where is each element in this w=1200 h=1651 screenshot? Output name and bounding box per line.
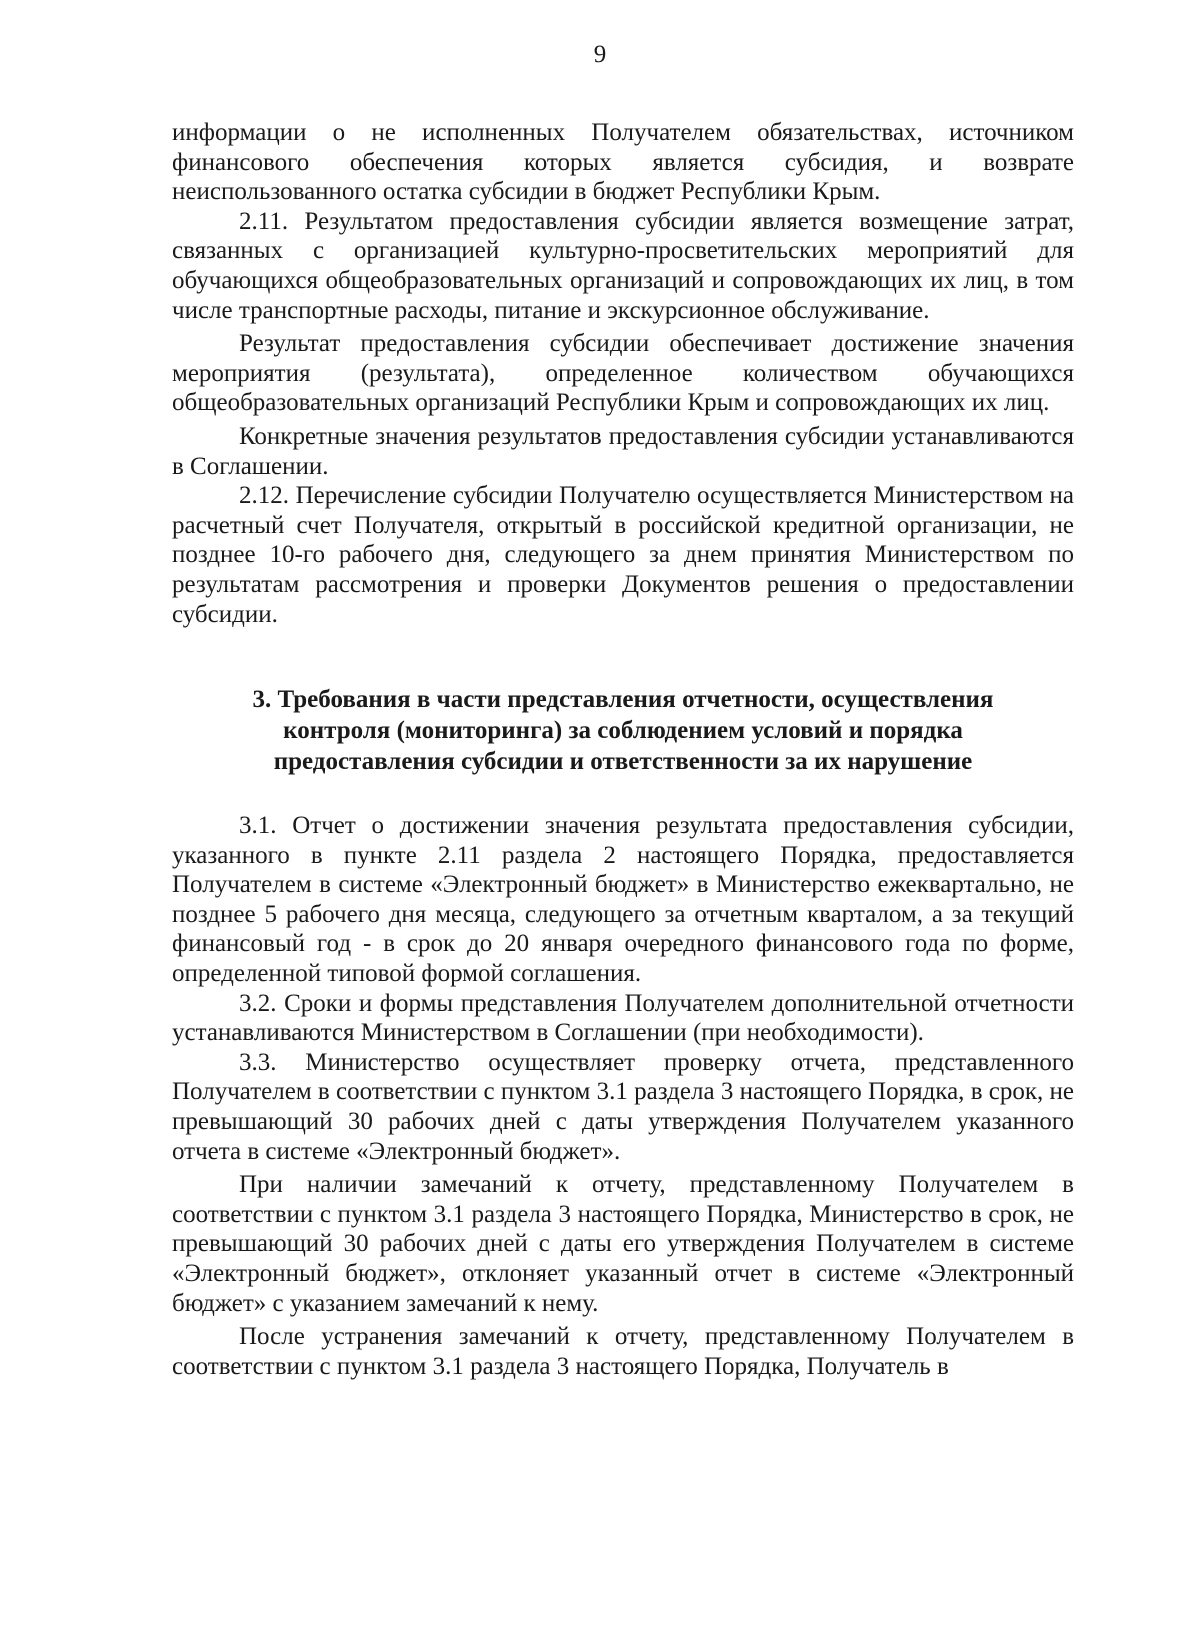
document-body — [172, 118, 1074, 1381]
paragraph-continuation: информации о не исполненных Получателем обязательствах, источником финансового обеспечения которых является субсидия, и возврате неиспользованного остатка субсидии в бюджет Республики Крым. — [172, 119, 1074, 206]
section-3-heading-line: контроля (мониторинга) за соблюдением условий и порядка — [283, 717, 963, 745]
paragraph-after-remarks: После устранения замечаний к отчету, представленному Получателем в соответствии с пунктом 3.1 раздела 3 настоящего Порядка, Получатель в — [172, 1323, 1074, 1380]
paragraph-3-1: 3.1. Отчет о достижении значения результата предоставления субсидии, указанного в пункте 2.11 раздела 2 настоящего Порядка, предоставляется Получателем в системе «Электронный бюджет» в Министерство ежеквартально, не позднее 5 рабочего дня месяца, следующего за отчетным кварталом, а за текущий финансовый год - в срок до 20 января очередного финансового года по форме, определенной типовой формой соглашения. — [172, 812, 1074, 988]
paragraph-2-11: 2.11. Результатом предоставления субсидии является возмещение затрат, связанных с организацией культурно-просветительских мероприятий для обучающихся общеобразовательных организаций и сопровождающих их лиц, в том числе транспортные расходы, питание и экскурсионное обслуживание. — [172, 207, 1074, 324]
paragraph-3-3: 3.3. Министерство осуществляет проверку отчета, представленного Получателем в соответствии с пунктом 3.1 раздела 3 настоящего Порядка, в срок, не превышающий 30 рабочих дней с даты утверждения Получателем указанного отчета в системе «Электронный бюджет». — [172, 1048, 1074, 1165]
paragraph-result: Результат предоставления субсидии обеспечивает достижение значения мероприятия (результата), определенное количеством обучающихся общеобразовательных организаций Республики Крым и сопровождающих их лиц. — [172, 330, 1074, 417]
paragraph-2-12: 2.12. Перечисление субсидии Получателю осуществляется Министерством на расчетный счет Получателя, открытый в российской кредитной организации, не позднее 10-го рабочего дня, следующего за днем принятия Министерством по результатам рассмотрения и проверки Документов решения о предоставлении субсидии. — [172, 482, 1074, 628]
paragraph-remarks: При наличии замечаний к отчету, представленному Получателем в соответствии с пунктом 3.1 раздела 3 настоящего Порядка, Министерство в срок, не превышающий 30 рабочих дней с даты его утверждения Получателем в системе «Электронный бюджет», отклоняет указанный отчет в системе «Электронный бюджет» с указанием замечаний к нему. — [172, 1171, 1074, 1317]
section-3-heading — [172, 684, 1074, 777]
section-3-heading-line: 3. Требования в части представления отчетности, осуществления — [252, 686, 994, 714]
page-number: 9 — [593, 41, 607, 68]
paragraph-specific-values: Конкретные значения результатов предоставления субсидии устанавливаются в Соглашении. — [172, 422, 1074, 480]
section-3-heading-line: предоставления субсидии и ответственности за их нарушение — [273, 748, 973, 776]
paragraph-3-2: 3.2. Сроки и формы представления Получателем дополнительной отчетности устанавливаются Министерством в Соглашении (при необходимости). — [172, 989, 1074, 1047]
